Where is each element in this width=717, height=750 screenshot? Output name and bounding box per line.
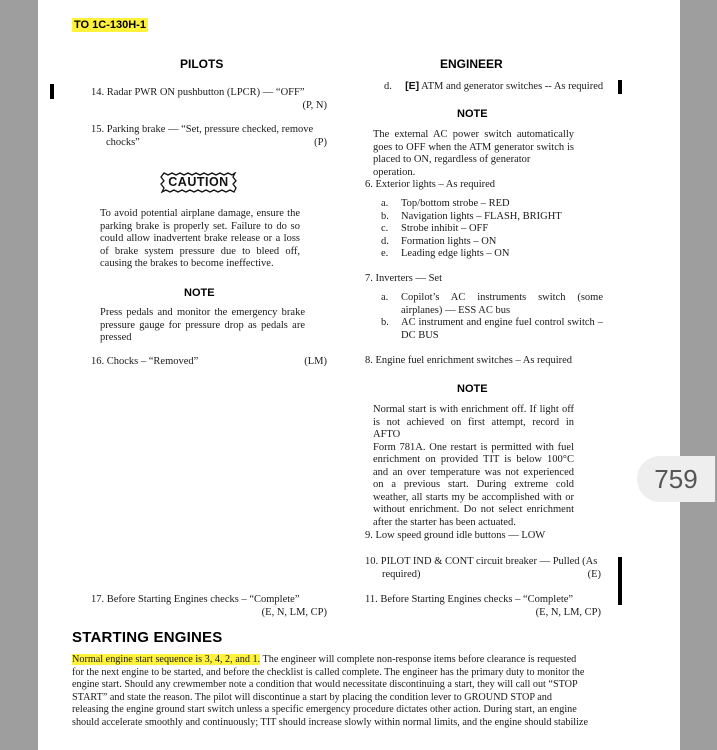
- engineer-note1-text: The external AC power switch automatically goes to OFF when the ATM generator switch is placed to ON, regardless of generator operation.: [373, 129, 574, 178]
- list-item: e. Leading edge lights – ON: [381, 248, 510, 259]
- engineer-heading: ENGINEER: [440, 57, 503, 71]
- pilots-heading: PILOTS: [180, 57, 224, 71]
- engineer-note1-heading: NOTE: [457, 108, 488, 120]
- engineer-item-7: 7. Inverters — Set: [365, 273, 442, 284]
- engineer-note2-text: Normal start is with enrichment off. If light off is not achieved on first attempt, record in AFTO Form 781A. One restart is permitted with fuel enrichment on provided TIT is below 100°C and an over temperature was not experienced on a previous start. During extreme cold weather, all starts my be accomplished with or without enrichment. Do not select enrichment after the starter has been actuated.: [373, 404, 574, 528]
- list-item: c. Strobe inhibit – OFF: [381, 223, 489, 234]
- engineer-note2-heading: NOTE: [457, 383, 488, 395]
- pilots-item-16: 16. Chocks – “Removed” (LM): [91, 356, 327, 367]
- change-bar-right-top: [618, 80, 622, 94]
- highlighted-sentence: Normal engine start sequence is 3, 4, 2, and 1.: [72, 654, 261, 665]
- engineer-item-6: 6. Exterior lights – As required: [365, 179, 496, 190]
- engineer-item-8: 8. Engine fuel enrichment switches – As required: [365, 355, 573, 366]
- engineer-item-10: 10. PILOT IND & CONT circuit breaker — Pulled (As required) (E): [365, 556, 601, 580]
- pilots-note-text: Press pedals and monitor the emergency brake pressure gauge for pressure drop as pedals are pressed: [100, 307, 305, 343]
- list-item: a. Top/bottom strobe – RED: [381, 198, 510, 209]
- pilots-item-14: 14. Radar PWR ON pushbutton (LPCR) — “OFF” (P, N): [91, 87, 327, 111]
- engineer-item-9: 9. Low speed ground idle buttons — LOW: [365, 530, 546, 541]
- pilots-item-15: 15. Parking brake — “Set, pressure checked, remove chocks” (P): [91, 124, 327, 148]
- engineer-item-6-list: [381, 198, 601, 261]
- list-item: b. AC instrument and engine fuel control switch – DC BUS: [381, 317, 603, 341]
- caution-label: CAUTION: [168, 175, 229, 189]
- pilots-item-17: 17. Before Starting Engines checks – “Complete” (E, N, LM, CP): [91, 594, 327, 618]
- list-item: a. Copilot’s AC instruments switch (some airplanes) — ESS AC bus: [381, 292, 603, 316]
- list-item: b. Navigation lights – FLASH, BRIGHT: [381, 210, 562, 222]
- page-number-indicator: 759: [637, 456, 715, 502]
- change-bar-right-bottom: [618, 557, 622, 605]
- engineer-item-d: d. [E] ATM and generator switches -- As required: [384, 80, 604, 92]
- section-heading: STARTING ENGINES: [72, 629, 223, 646]
- list-item: d. Formation lights – ON: [381, 235, 497, 247]
- engineer-item-7-list: [381, 292, 603, 341]
- pilots-note-heading: NOTE: [184, 287, 215, 299]
- caution-text: To avoid potential airplane damage, ensure the parking brake is properly set. Failure to do so could allow inadvertent brake release or a loss of brake system pressure due to bleed off, causing the brakes to become ineffective.: [100, 208, 300, 269]
- doc-id: TO 1C-130H-1: [74, 19, 146, 31]
- engineer-item-11: 11. Before Starting Engines checks – “Complete” (E, N, LM, CP): [365, 594, 601, 618]
- change-bar-left: [50, 84, 54, 99]
- caution-badge: [160, 172, 237, 193]
- document-page: [38, 0, 680, 750]
- section-body: Normal engine start sequence is 3, 4, 2, and 1. The engineer will complete non-response items before clearance is requested for the next engine to be started, and before the checklist is called complete. The engineer has the primary duty to monitor the engine start. Should any crewmember note a condition that would necessitate discontinuing a start, they will call out “STOP START” and state the reason. The pilot will discontinue a start by placing the condition lever to GROUND STOP and releasing the engine ground start switch unless a specific emergency procedure dictates other action. During start, an engine should accelerate smoothly and continuously; TIT should increase slowly within normal limits, and the engine should stabilize: [72, 654, 588, 728]
